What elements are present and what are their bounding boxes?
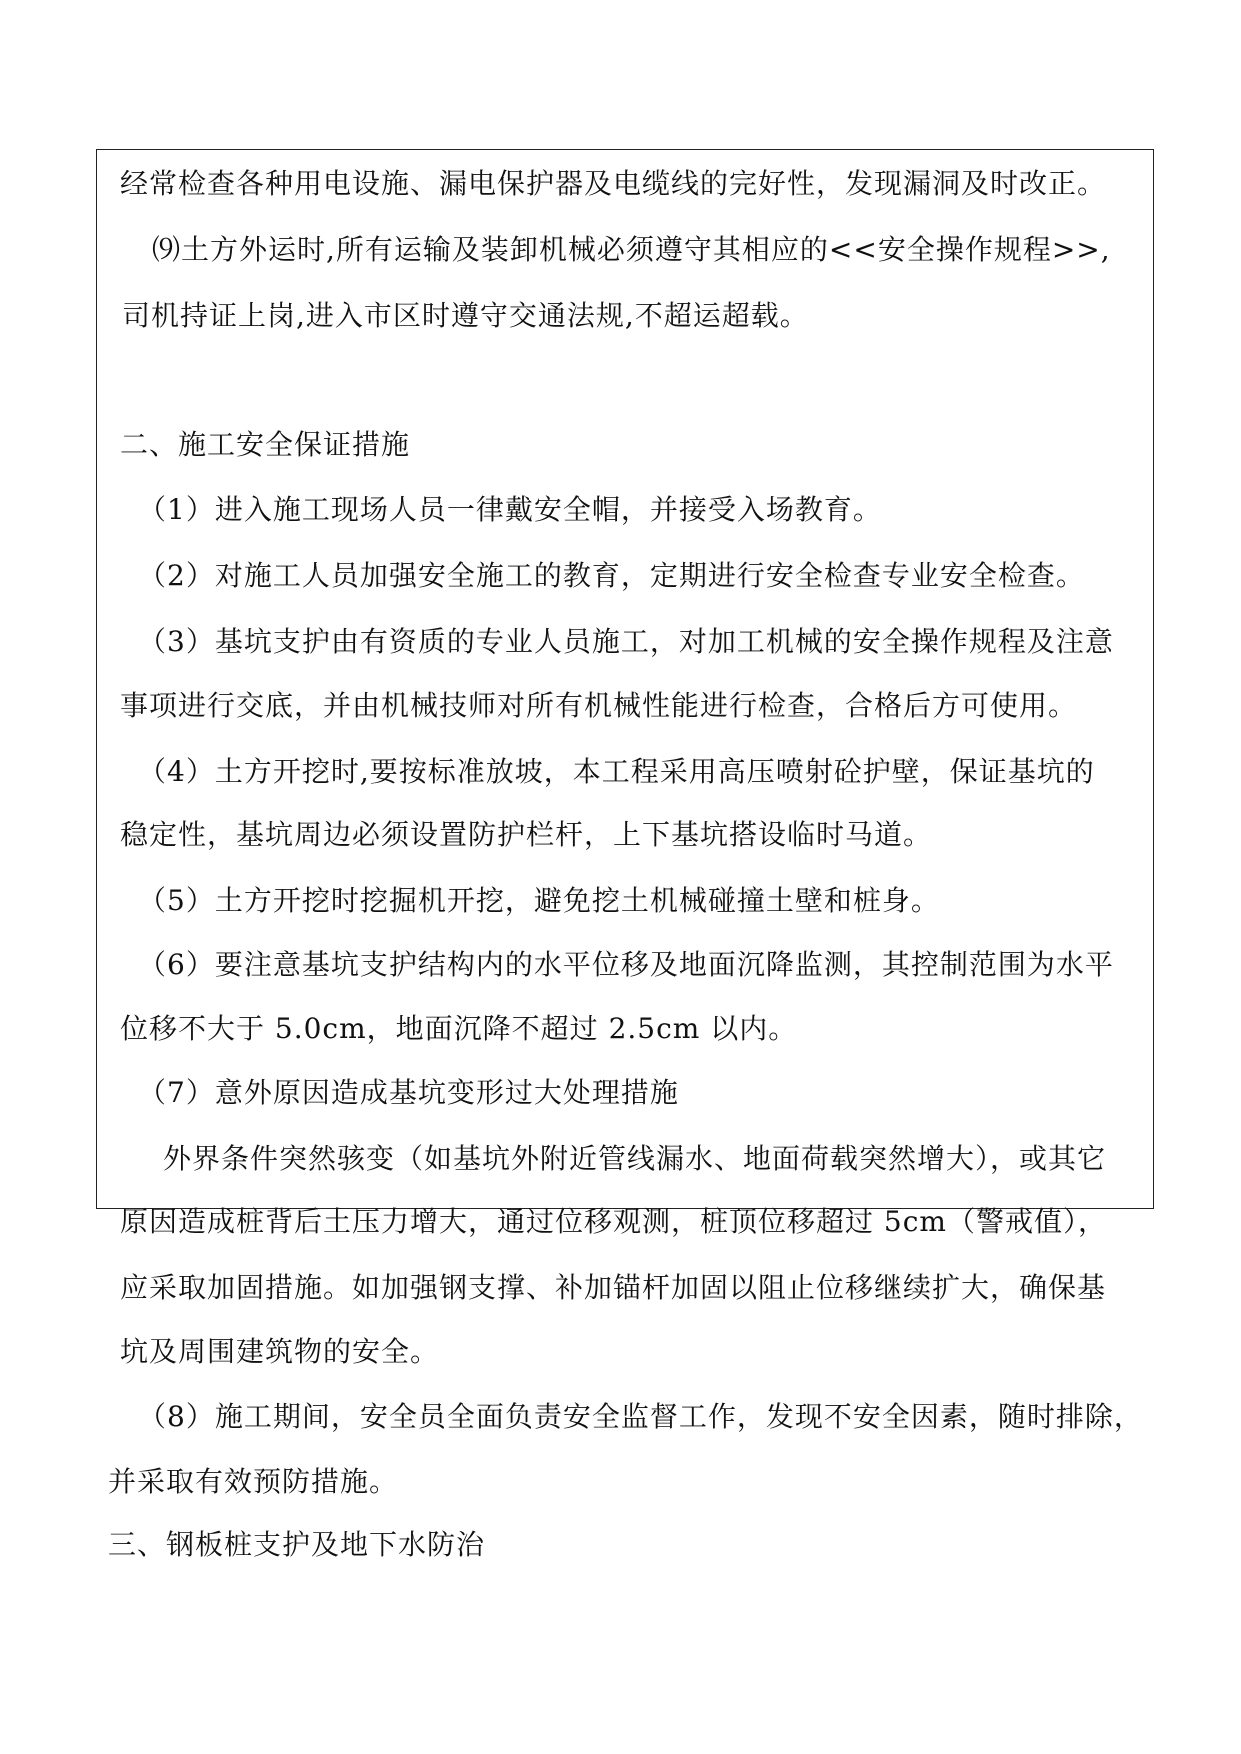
text-line: （1）进入施工现场人员一律戴安全帽，并接受入场教育。 <box>138 493 882 526</box>
text-line: （4）土方开挖时,要按标准放坡，本工程采用高压喷射砼护壁，保证基坑的 <box>138 755 1095 788</box>
text-line: ⑼土方外运时,所有运输及装卸机械必须遵守其相应的<<安全操作规程>>, <box>152 233 1111 266</box>
text-line: 稳定性，基坑周边必须设置防护栏杆，上下基坑搭设临时马道。 <box>120 818 933 851</box>
text-line: （8）施工期间，安全员全面负责安全监督工作，发现不安全因素，随时排除， <box>138 1400 1143 1433</box>
text-line: 原因造成桩背后土压力增大，通过位移观测，桩顶位移超过 5cm（警戒值）， <box>120 1205 1107 1238</box>
text-line: 并采取有效预防措施。 <box>108 1465 399 1498</box>
section-heading: 二、施工安全保证措施 <box>120 428 411 461</box>
text-line: 应采取加固措施。如加强钢支撑、补加锚杆加固以阻止位移继续扩大，确保基 <box>120 1271 1107 1304</box>
section-heading: 三、钢板桩支护及地下水防治 <box>108 1528 486 1561</box>
text-line: （6）要注意基坑支护结构内的水平位移及地面沉降监测，其控制范围为水平 <box>138 948 1114 981</box>
text-line: 位移不大于 5.0cm，地面沉降不超过 2.5cm 以内。 <box>120 1012 798 1045</box>
text-line: 经常检查各种用电设施、漏电保护器及电缆线的完好性，发现漏洞及时改正。 <box>120 167 1107 200</box>
text-line: （2）对施工人员加强安全施工的教育，定期进行安全检查专业安全检查。 <box>138 559 1085 592</box>
text-line: （7）意外原因造成基坑变形过大处理措施 <box>138 1076 679 1109</box>
text-line: 事项进行交底，并由机械技师对所有机械性能进行检查，合格后方可使用。 <box>120 689 1078 722</box>
text-line: 外界条件突然骇变（如基坑外附近管线漏水、地面荷载突然增大），或其它 <box>163 1142 1107 1175</box>
text-line: （3）基坑支护由有资质的专业人员施工，对加工机械的安全操作规程及注意 <box>138 625 1114 658</box>
text-line: （5）土方开挖时挖掘机开挖，避免挖土机械碰撞土壁和桩身。 <box>138 884 940 917</box>
text-line: 坑及周围建筑物的安全。 <box>120 1335 440 1368</box>
text-line: 司机持证上岗,进入市区时遵守交通法规,不超运超载。 <box>122 299 809 332</box>
